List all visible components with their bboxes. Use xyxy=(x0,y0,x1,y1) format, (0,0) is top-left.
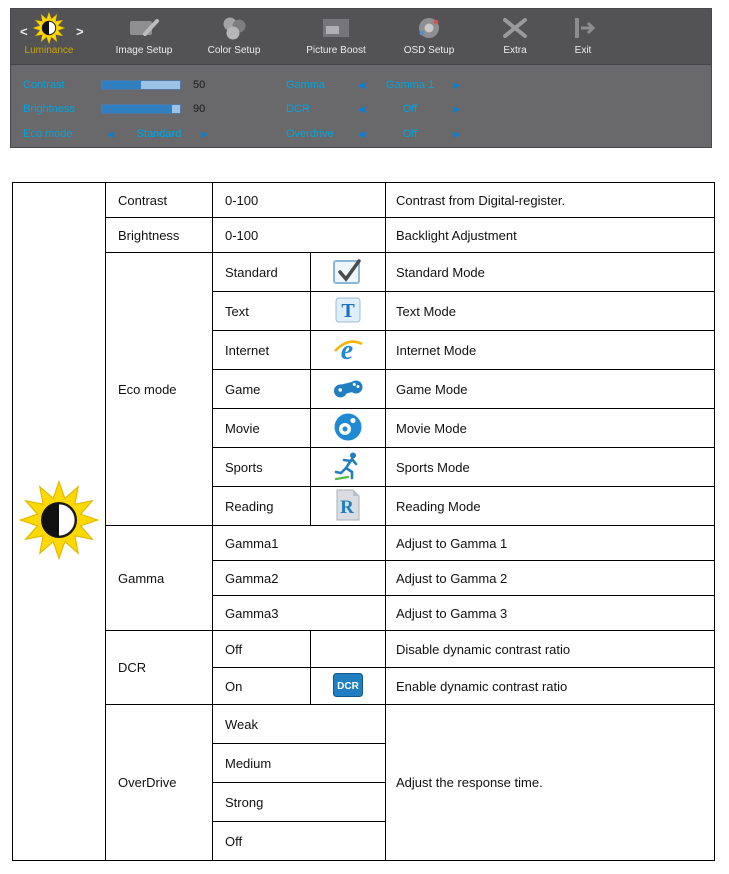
table-row xyxy=(13,218,715,253)
gamma-value: Gamma 1 xyxy=(385,79,435,91)
exit-icon xyxy=(570,12,596,44)
menu-item-picture-boost[interactable] xyxy=(293,12,379,56)
option-name-cell: Contrast xyxy=(106,183,213,218)
menu-item-label: Extra xyxy=(503,45,527,56)
option-value-cell: Weak xyxy=(213,705,386,744)
option-value-cell: Off xyxy=(213,822,386,861)
extra-icon xyxy=(500,12,530,44)
movie-mode-icon xyxy=(311,409,386,448)
osd-menu-panel xyxy=(10,8,712,148)
eco-mode-next-icon[interactable]: ▶ xyxy=(201,129,208,139)
gamma-next-icon[interactable]: ▶ xyxy=(453,80,460,90)
game-mode-icon xyxy=(311,370,386,409)
gamma-prev-icon[interactable]: ◀ xyxy=(358,80,365,90)
color-setup-icon xyxy=(219,12,249,44)
table-row xyxy=(13,526,715,561)
option-desc-cell: Adjust to Gamma 2 xyxy=(386,561,715,596)
option-value-cell: Movie xyxy=(213,409,311,448)
option-desc-cell: Adjust to Gamma 1 xyxy=(386,526,715,561)
option-desc-cell: Standard Mode xyxy=(386,253,715,292)
table-row xyxy=(13,183,715,218)
svg-text:T: T xyxy=(341,299,355,322)
dcr-icon xyxy=(311,668,386,705)
option-value-cell: Gamma3 xyxy=(213,596,386,631)
reading-mode-icon xyxy=(311,487,386,526)
option-value-cell: Strong xyxy=(213,783,386,822)
option-desc-cell: Sports Mode xyxy=(386,448,715,487)
standard-mode-icon xyxy=(311,253,386,292)
contrast-slider[interactable] xyxy=(101,80,181,90)
option-desc-cell: Adjust to Gamma 3 xyxy=(386,596,715,631)
option-desc-cell: Game Mode xyxy=(386,370,715,409)
option-value-cell: Sports xyxy=(213,448,311,487)
osd-setup-icon xyxy=(413,12,445,44)
overdrive-prev-icon[interactable]: ◀ xyxy=(358,129,365,139)
brightness-value: 90 xyxy=(193,103,206,115)
menu-next-arrow[interactable]: > xyxy=(76,24,84,39)
svg-text:R: R xyxy=(340,496,354,518)
option-desc-cell: Enable dynamic contrast ratio xyxy=(386,668,715,705)
option-desc-cell: Adjust the response time. xyxy=(386,705,715,861)
osd-menu-body xyxy=(11,65,711,148)
menu-item-osd-setup[interactable] xyxy=(386,12,472,56)
menu-item-label: Luminance xyxy=(24,45,74,56)
option-name-cell: Eco mode xyxy=(106,253,213,526)
text-mode-icon xyxy=(311,292,386,331)
option-value-cell: Standard xyxy=(213,253,311,292)
sports-mode-icon xyxy=(311,448,386,487)
option-desc-cell: Reading Mode xyxy=(386,487,715,526)
option-value-cell: On xyxy=(213,668,311,705)
option-desc-cell: Movie Mode xyxy=(386,409,715,448)
option-value-cell: 0-100 xyxy=(213,183,386,218)
overdrive-label: Overdrive xyxy=(286,128,334,140)
menu-item-label: Exit xyxy=(574,45,592,56)
empty-icon-cell xyxy=(311,631,386,668)
internet-mode-icon xyxy=(311,331,386,370)
option-desc-cell: Contrast from Digital-register. xyxy=(386,183,715,218)
dcr-label: DCR xyxy=(286,103,310,115)
menu-item-color-setup[interactable] xyxy=(191,12,277,56)
option-name-cell: DCR xyxy=(106,631,213,705)
option-name-cell: Gamma xyxy=(106,526,213,631)
option-desc-cell: Backlight Adjustment xyxy=(386,218,715,253)
eco-mode-prev-icon[interactable]: ◀ xyxy=(107,129,114,139)
menu-item-exit[interactable] xyxy=(540,12,626,56)
picture-boost-icon xyxy=(320,12,352,44)
contrast-value: 50 xyxy=(193,79,206,91)
option-value-cell: Game xyxy=(213,370,311,409)
dcr-prev-icon[interactable]: ◀ xyxy=(358,104,365,114)
contrast-slider-fill xyxy=(102,81,141,89)
option-value-cell: 0-100 xyxy=(213,218,386,253)
option-name-cell: Brightness xyxy=(106,218,213,253)
option-value-cell: Off xyxy=(213,631,311,668)
table-row xyxy=(13,631,715,668)
option-desc-cell: Text Mode xyxy=(386,292,715,331)
osd-menu-bar xyxy=(11,9,711,65)
table-row xyxy=(13,253,715,292)
svg-text:e: e xyxy=(340,334,354,364)
brightness-slider[interactable] xyxy=(101,104,181,114)
dcr-next-icon[interactable]: ▶ xyxy=(453,104,460,114)
luminance-icon xyxy=(33,12,65,44)
menu-item-label: Color Setup xyxy=(207,45,261,56)
option-value-cell: Gamma2 xyxy=(213,561,386,596)
brightness-label: Brightness xyxy=(23,103,75,115)
option-value-cell: Internet xyxy=(213,331,311,370)
option-value-cell: Medium xyxy=(213,744,386,783)
option-value-cell: Gamma1 xyxy=(213,526,386,561)
menu-item-image-setup[interactable] xyxy=(101,12,187,56)
overdrive-value: Off xyxy=(402,128,418,140)
menu-item-label: Picture Boost xyxy=(306,45,366,56)
gamma-label: Gamma xyxy=(286,79,326,91)
overdrive-next-icon[interactable]: ▶ xyxy=(453,129,460,139)
svg-text:DCR: DCR xyxy=(337,680,359,692)
luminance-spec-table xyxy=(12,182,715,861)
eco-mode-value: Standard xyxy=(136,128,182,140)
option-value-cell: Text xyxy=(213,292,311,331)
eco-mode-label: Eco mode xyxy=(23,128,73,140)
option-name-cell: OverDrive xyxy=(106,705,213,861)
luminance-icon xyxy=(13,183,106,861)
menu-prev-arrow[interactable]: < xyxy=(20,24,28,39)
menu-item-label: OSD Setup xyxy=(403,45,455,56)
option-desc-cell: Internet Mode xyxy=(386,331,715,370)
dcr-value: Off xyxy=(402,103,418,115)
option-desc-cell: Disable dynamic contrast ratio xyxy=(386,631,715,668)
brightness-slider-fill xyxy=(102,105,172,113)
table-row xyxy=(13,705,715,744)
image-setup-icon xyxy=(127,12,161,44)
option-value-cell: Reading xyxy=(213,487,311,526)
contrast-label: Contrast xyxy=(23,79,65,91)
menu-item-label: Image Setup xyxy=(115,45,173,56)
